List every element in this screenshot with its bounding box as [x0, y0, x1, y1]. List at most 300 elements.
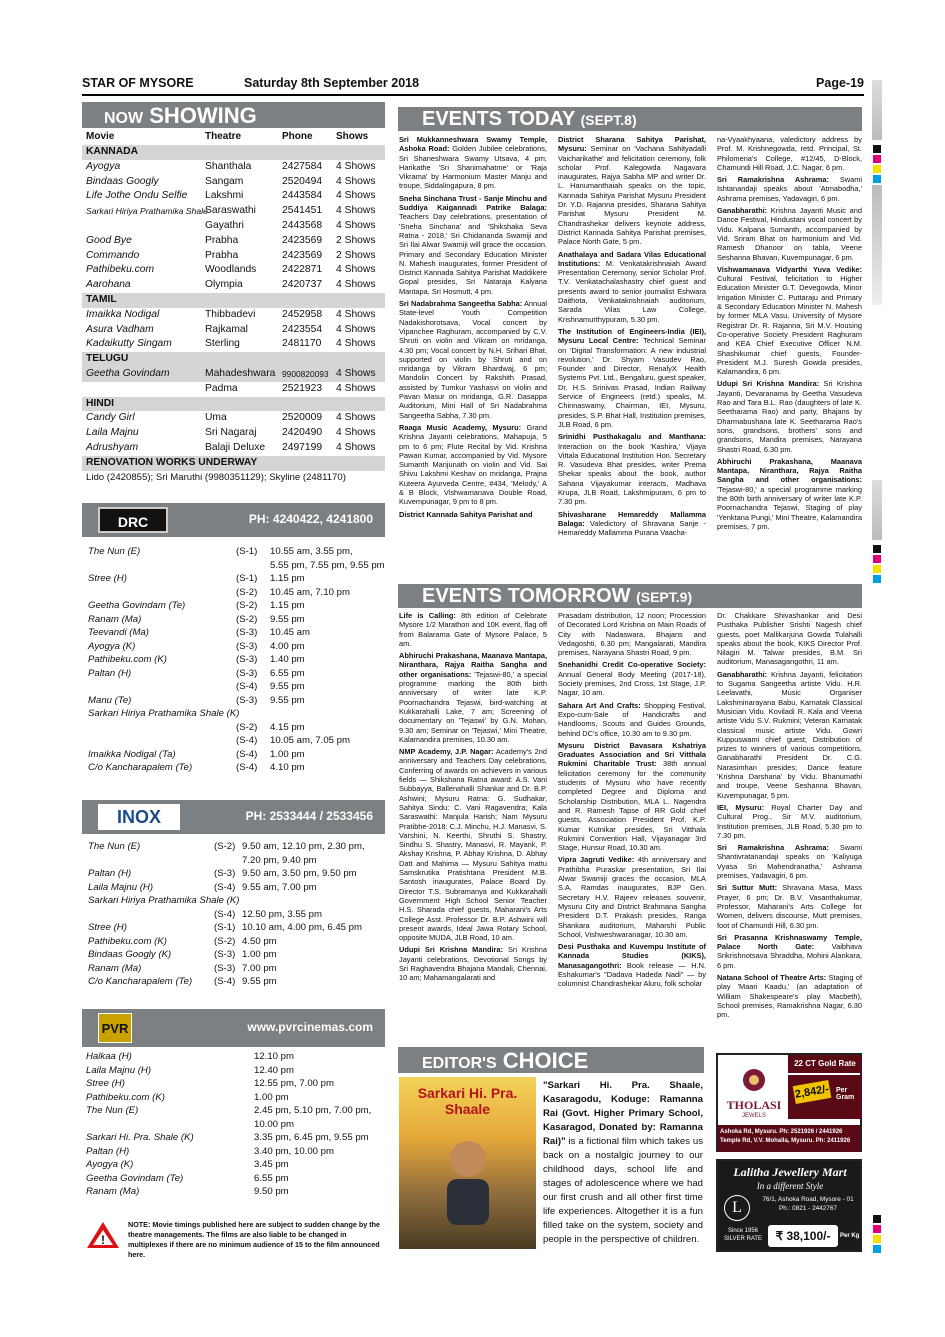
shows-cell: 4 Shows	[336, 160, 376, 172]
event-organiser: Sahara Art And Crafts:	[558, 700, 641, 710]
theatre-cell: Rajkamal	[205, 323, 248, 335]
shows-cell: 4 Shows	[336, 308, 376, 320]
lalitha-name: Lalitha Jewellery Mart	[733, 1165, 847, 1179]
table-row	[82, 411, 385, 426]
event-item	[558, 660, 706, 697]
event-item	[717, 803, 862, 840]
registration-strip-top	[872, 80, 882, 140]
event-details: Sri Krishna Jayanti celebrations, Devotional Songs by Sri Raghavendra Bhajana Mandali, Chennai, 10 am; Mahamangalarati and	[399, 945, 547, 983]
movie-cell: Adrushyam	[86, 441, 139, 453]
show-times: 7.00 pm	[242, 962, 277, 974]
event-item	[717, 973, 862, 1019]
event-details: Sri Krishna Jayanti, Devaranama by Geetha Vasudeva Rao and Tara B.L. Rao (daughters of late K. Seetharama Rao) and party, Bhajans by Dharmabushana late K. Seetharama Rao's sons, grandsons, brothers' sons and grandsons, Mandira premises, Narayana Shastri Road, 6.30 pm.	[717, 379, 862, 454]
poster-title: Sarkari Hi. Pra. Shaale	[417, 1085, 518, 1117]
movie-title: Pathibeku.com (K)	[86, 1091, 165, 1103]
movie-title: Pathibeku.com (K)	[88, 935, 167, 947]
movie-cell: Bindaas Googly	[86, 175, 159, 187]
movie-title: Ayogya (K)	[88, 640, 136, 652]
language-section-label: KANNADA	[82, 145, 385, 160]
schedule-row	[82, 680, 385, 694]
events-today-title: EVENTS TODAY	[422, 108, 576, 130]
event-details: Shravana Masa, Mass Prayer, 6 pm; Dr. B.V. Vasanthakumar, Professor, Maharani's Arts College for Women, delivers discourse, Mutt premises, foot of Chamundi Hill, 6.30 pm.	[717, 883, 862, 930]
pvr-banner	[82, 1009, 385, 1047]
now-showing-big: SHOWING	[149, 103, 257, 128]
movie-title: The Nun (E)	[88, 546, 141, 557]
event-organiser: Abhiruchi Prakashana, Maanava Mantapa, Niranthara, Rajya Raitha Sangha and other organisations:	[717, 456, 862, 485]
show-times: 9.50 pm	[254, 1186, 289, 1197]
phone-cell: 2443584	[282, 190, 323, 202]
event-organiser: Udupi Sri Krishna Mandira:	[717, 379, 820, 389]
phone-cell: 2420737	[282, 279, 323, 291]
shows-cell: 4 Shows	[336, 323, 376, 335]
show-times: 1.15 pm	[270, 573, 305, 584]
show-times: 4.15 pm	[270, 721, 305, 733]
registration-mark-magenta-2	[873, 555, 881, 563]
theatre-cell: Mahadeshwara	[205, 367, 276, 379]
events-today-column-1	[399, 135, 547, 573]
event-item	[717, 379, 862, 453]
screen-number: (S-1)	[214, 922, 236, 933]
shows-cell: 4 Shows	[336, 412, 376, 424]
language-section-label: HINDI	[82, 397, 385, 412]
table-row	[82, 337, 385, 352]
event-details: Krishna Jayanti Music and Dance Festival, Hindustani vocal concert by Vidu. Kalpana Sumanth, accompanied by Vid. Sriram Bhat on harmonium and Vid. Ramesh Dhanoor on tabla, Veene Seshanna Bhavan, Kuvempunagar, 6 pm.	[717, 206, 862, 262]
movie-cell: Commando	[86, 249, 140, 261]
events-today-banner	[398, 107, 862, 131]
registration-mark-yellow-3	[873, 1235, 881, 1243]
screen-number: (S-1)	[236, 573, 258, 584]
events-tomorrow-banner	[398, 584, 862, 608]
show-times: 12.10 pm	[254, 1051, 295, 1062]
lalitha-tagline: In a different Style	[756, 1181, 824, 1191]
event-details: Annual General Body Meeting (2017-18), Society premises, 2nd Cross, 1st Stage, J.P. Nagar, 10 am.	[558, 669, 706, 698]
tholasi-sub: JEWELS	[741, 1113, 766, 1119]
col-phone: Phone	[282, 131, 313, 142]
silver-rate-label: SILVER RATE	[723, 1236, 763, 1242]
show-times: 5.55 pm, 7.55 pm, 9.55 pm	[270, 559, 385, 571]
event-item	[717, 175, 862, 203]
note-text: NOTE: Movie timings published here are subject to sudden change by the theatre managements. The films are also liable to be changed in multiplexes if there are no minimum audience of 15 to the film announced here.	[128, 1220, 381, 1259]
screen-number: (S-2)	[236, 721, 258, 733]
schedule-row	[82, 867, 385, 881]
shows-cell: 4 Shows	[336, 367, 376, 379]
movie-title: Sarkari Hiriya Prathamika Shale (K)	[88, 895, 240, 906]
movie-title: Pathibeku.com (K)	[88, 654, 167, 665]
event-details: Golden Jubilee celebrations, Sri Shaneshwara Swamy Utsava, 4 pm; Harikathe 'Sri Shanimahatme' or 'Raja Vikrama' by Harmonium Master Manju and troupe, Siddalingapura, 8 pm.	[399, 144, 547, 191]
movie-cell: Sarkari Hiriya Prathamika Shale	[86, 206, 208, 217]
movie-title: The Nun (E)	[88, 841, 141, 852]
screen-number: (S-4)	[214, 976, 236, 987]
event-details: 38th annual felicitation ceremony for the community students of Mysuru who have recently completed Degree and Diploma and Scholarship Distribution, MLA L. Nagendra and R. Ramesh Tapse of RR Gold chief guests, Association President Prof. K.P. Kumar Kutnikar presides, Sri Vitthala Rukmini Convention Hall, Vijayanagar 3rd Stage, Hunsur Road, 10.30 am.	[558, 759, 706, 853]
movie-title: Paltan (H)	[88, 868, 132, 879]
inox-schedule	[82, 840, 385, 989]
phone-cell: 2423569	[282, 234, 323, 246]
screen-number: (S-3)	[236, 627, 258, 638]
renovation-label: RENOVATION WORKS UNDERWAY	[82, 456, 385, 471]
shows-cell: 4 Shows	[336, 279, 376, 291]
event-details: Annual State-level Youth Competition Nadakishorotsava, Vocal concert by Vipanchee Raghuram, accompanied by C.V. Shruti on violin and Vikram on mridanga, 4.30 pm; Vocal concert by N.H. Srihari Bhat, supported on violin by Shruti and on mridanga by Vikram Bhardwaj, 6 pm; Mandolin Concert by Rakshith Prasad, assisted by Tumkur Yashasvi on violin and Pavan Masur on mridanga, G.R. Dasappa Auditorium, Mini Hall of Sri Nadabrahma Sangeetha Sabha, 7.30 pm.	[399, 299, 547, 420]
show-times: 2.45 pm, 5.10 pm, 7.00 pm,	[254, 1105, 372, 1116]
movie-title: The Nun (E)	[86, 1105, 139, 1116]
schedule-row	[82, 948, 385, 962]
event-organiser: District Sharana Sahitya Parishat, Mysuru:	[558, 135, 706, 154]
screen-number: (S-2)	[236, 600, 258, 611]
event-item	[399, 945, 547, 982]
screen-number: (S-3)	[236, 694, 258, 706]
editors-choice-small: EDITOR'S	[422, 1055, 497, 1072]
phone-cell: 9900820093	[282, 368, 329, 379]
events-today-column-3	[717, 135, 862, 573]
event-details: 4th anniversary and Prathibha Puraskar presentation, Sri Ilai Alwar Swamiji graces the occasion, MLA S.A. Ramdas inaugurates, BJP Gen. Secretary H.V. Rajeev releases souvenir, Mysuru City and District Brahmana Sangha President D.T. Prakash presides, Ranga Shankara auditorium, Maharshi Public School, Vishweshwaranagar, 10.30 am.	[558, 855, 706, 939]
schedule-row	[82, 1158, 385, 1172]
event-organiser: Sri Ramakrishna Ashrama:	[717, 843, 829, 853]
schedule-row	[82, 894, 385, 908]
schedule-row	[82, 935, 385, 949]
registration-mark-black-2	[873, 545, 881, 553]
pvr-logo: PVR	[98, 1013, 132, 1043]
schedule-row	[82, 653, 385, 667]
schedule-row	[82, 840, 385, 854]
inox-logo	[98, 804, 180, 830]
inox-logo-text: INOX	[116, 807, 161, 827]
event-organiser: Sri Prasanna Krishnaswamy Temple, Palace North Gate:	[717, 932, 862, 952]
silver-price: ₹ 38,100/-	[768, 1225, 838, 1247]
event-details: Royal Charter Day and Cultural Prog., Sir M.V. auditorium, Institution premises, JLB Road, 5.30 pm to 7.30 pm.	[717, 802, 862, 840]
silver-unit: Per Kg	[840, 1233, 860, 1239]
show-times: 6.55 pm	[270, 667, 305, 679]
show-times: 9.55 pm	[242, 976, 277, 987]
schedule-row	[82, 748, 385, 762]
schedule-row	[82, 667, 385, 681]
since-text: Since 1956	[727, 1228, 759, 1234]
warning-icon	[86, 1221, 120, 1249]
peacock-icon	[736, 1067, 772, 1093]
tholasi-name: THOLASI	[726, 1098, 782, 1112]
registration-mark-yellow-2	[873, 565, 881, 573]
show-times: 10.45 am	[270, 627, 311, 638]
tholasi-advert	[716, 1053, 862, 1152]
schedule-row	[82, 734, 385, 748]
event-item	[399, 299, 547, 420]
schedule-row	[82, 761, 385, 775]
lalitha-advert	[716, 1159, 862, 1252]
inox-phone: PH: 2533444 / 2533456	[245, 809, 373, 823]
movie-title: Imaikka Nodigal (Ta)	[88, 748, 176, 760]
registration-mark-cyan-3	[873, 1245, 881, 1253]
event-details: Teachers Day celebrations, presentation of 'Sneha Sinchana' and 'Shikshaka Seva Ratna - 2018,' Sri Chidananda Swamiji and Sri Ilai Alwar Swamiji will grace the occasion. Primary and Secondary Education Minister N. Mahesh inaugurates, former President of District Kannada Sahitya Parishat Maddikere Gopal presides, Sri Nataraja Kalyana Mantapa, Sri Hosmutt, 4 pm.	[399, 212, 547, 296]
event-item	[717, 611, 862, 667]
table-row	[82, 426, 385, 441]
schedule-row	[82, 707, 385, 721]
schedule-row	[82, 1185, 385, 1199]
lalitha-phone: Ph.: 0821 - 2442767	[779, 1205, 837, 1212]
show-times: 1.00 pm	[270, 748, 305, 760]
event-item	[399, 510, 547, 519]
registration-mark-yellow	[873, 165, 881, 173]
table-row	[82, 382, 385, 397]
theatre-cell: Prabha	[205, 234, 239, 246]
timings-note	[82, 1218, 385, 1259]
event-details: Swami Ishtanandaji speaks about 'Atmabodha,' Ashrama premises, Yadavagiri, 6 pm.	[717, 175, 862, 203]
event-organiser: The Institution of Engineers-India (IEI), Mysuru Local Centre:	[558, 326, 706, 346]
event-details: Dr. Chakkare Shivashankar and Desi Pusthaka Publisher Srishti Nagesh chief guests, poet Mallikarjuna Gowda Tulahalli speaks about the book, KIKS Director Prof. Nilagiri M. Talwar presides, B.M. Sri auditorium, Manasagangothri, 11 am.	[717, 611, 862, 667]
theatre-cell: Padma	[205, 382, 238, 394]
show-times: 9.50 am, 3.50 pm, 9.50 pm	[242, 868, 357, 879]
event-details: Academy's 2nd anniversary and Teachers Day celebrations, Conferring of awards on achievers in various fields — Shikshana Ratna award: A.S. Vani Subbayya, Ballenahalli Shankar and Dr. B.P. Ashwini; Mysuru Ratna: G. Sudhakar, Sahitya Sindu: C. Vani Ragavendra; Kala Saraswathi: Manjula Harish; Nam Mysuru Pratibhe-2018: C.J. Minchu, H.J. Manasvi, S. Varshini, N. Keerthi, Shruthi S. Shastry, Sindhu S. Shastry, Manasvi, R. Mayank, P. Akshay Krishna, P. Abhay Krishna, D. Abhay Datt and Mahima — Mysuru Sahitya mattu Samskrutika Pratishtana President M.B. Santosh inaugurates, Palace Board Dy. Director T.S. Subramanya and Kukkarahalli Government High School Senior Teacher H.S. Sharada chief guests, Maharani's Arts College Asst. Professor Dr. B.P. Ashwini will present awards, Ideal Jawa Rotary School, opposite MUDA, JLB Road, 10 am.	[399, 747, 547, 943]
event-organiser: NMP Academy, J.P. Nagar:	[399, 747, 494, 757]
schedule-row	[82, 962, 385, 976]
event-organiser: Ganabharathi:	[717, 206, 768, 216]
registration-strip-lower	[872, 480, 882, 540]
movie-title: C/o Kancharapalem (Te)	[88, 976, 193, 987]
event-details: Shopping Festival, Expo-cum-Sale of Handicrafts and Handlooms, Scouts and Guides Grounds, behind DC's office, 10.30 am to 9.30 pm.	[558, 700, 706, 738]
movie-cell: Laila Majnu	[86, 427, 139, 439]
table-row	[82, 441, 385, 456]
show-times: 9.55 pm	[270, 694, 305, 706]
movie-title: Paltan (H)	[88, 667, 132, 679]
shows-cell: 2 Shows	[336, 234, 376, 246]
col-shows: Shows	[336, 131, 369, 142]
shows-cell: 4 Shows	[336, 264, 376, 276]
schedule-row	[82, 572, 385, 586]
schedule-row	[82, 626, 385, 640]
table-row	[82, 175, 385, 190]
movie-cell: Life Jothe Ondu Selfie	[86, 190, 188, 202]
renovation-text: Lido (2420855); Sri Maruthi (9980351129); Skyline (2481170)	[86, 471, 346, 483]
event-item	[717, 883, 862, 929]
show-times: 9.55 pm	[270, 681, 305, 692]
show-times: 1.00 pm	[254, 1091, 289, 1103]
gold-rate-label: 22 CT Gold Rate	[788, 1055, 862, 1073]
screen-number: (S-4)	[236, 762, 258, 773]
page-number: Page-19	[816, 76, 864, 90]
events-tomorrow-column-2	[558, 611, 706, 1036]
event-organiser: Sri Nadabrahma Sangeetha Sabha:	[399, 299, 523, 309]
theatre-cell: Saraswathi	[205, 205, 256, 217]
event-organiser: District Kannada Sahitya Parishat and	[399, 509, 533, 519]
event-organiser: Abhiruchi Prakashana, Maanava Mantapa, Niranthara, Rajya Raitha Sangha and other organisations:	[399, 651, 547, 679]
event-details: 'Tejaswi-80,' a special programme marking the 80th birth anniversary of writer late K.P. Poornachandra Tejaswi, bird-watching at Kukkarahalli Lake, 7 am; Screening of documentary on 'Tejaswi' by G.N. Mohan, 9.30 am; Seminar on 'Tejaswi,' Mini Theatre, Kalamandira premises, 10.30 am.	[399, 669, 547, 744]
movie-title: Paltan (H)	[86, 1145, 130, 1157]
movie-title: Manu (Te)	[88, 694, 132, 706]
event-organiser: Anathalaya and Sadara Vilas Educational Institutions:	[558, 249, 706, 268]
events-tomorrow-date: (SEPT.9)	[636, 589, 693, 605]
theatre-cell: Sangam	[205, 175, 244, 187]
event-organiser: Vishwamanava Vidyarthi Yuva Vedike:	[717, 264, 862, 274]
schedule-row	[82, 694, 385, 708]
event-organiser: Sri Suttur Mutt:	[717, 883, 778, 893]
event-item	[717, 265, 862, 377]
editors-choice-body: is a fictional film which takes us back on a nostalgic journey to our childhood days, school life and stages of adolescence where we had our first crush and all other first time life experiences. Altogether it is a fun filled take on the system, society and people in the perspective of children.	[543, 1136, 703, 1245]
theatre-cell: Uma	[205, 412, 227, 424]
movie-title: Bindaas Googly (K)	[88, 949, 172, 960]
table-row	[82, 160, 385, 175]
table-row	[82, 249, 385, 264]
show-times: 6.55 pm	[254, 1172, 289, 1184]
pvr-url[interactable]: www.pvrcinemas.com	[247, 1020, 373, 1034]
tholasi-addresses	[718, 1125, 860, 1152]
movie-title: Stree (H)	[88, 922, 127, 933]
event-organiser: Snehanidhi Credit Co-operative Society:	[558, 660, 706, 670]
registration-mark-cyan	[873, 175, 881, 183]
phone-cell: 2520494	[282, 175, 323, 187]
movie-title: Halkaa (H)	[86, 1051, 132, 1062]
event-item	[558, 510, 706, 538]
event-item	[399, 651, 547, 744]
schedule-row	[82, 921, 385, 935]
movie-title: Ranam (Ma)	[88, 962, 142, 974]
show-times: 1.40 pm	[270, 654, 305, 665]
movie-cell: Ayogya	[86, 160, 121, 172]
tholasi-address-1: Ashoka Rd, Mysuru. Ph: 2521926 / 2441926	[720, 1129, 843, 1135]
theatre-cell: Sterling	[205, 338, 240, 350]
show-times: 3.40 pm, 10.00 pm	[254, 1145, 334, 1157]
theatre-cell: Prabha	[205, 249, 239, 261]
schedule-row	[82, 881, 385, 895]
show-times: 3.45 pm	[254, 1159, 289, 1170]
movie-title: Teevandi (Ma)	[88, 627, 149, 638]
event-organiser: Srinidhi Pusthakagalu and Manthana:	[558, 432, 706, 442]
schedule-row	[82, 599, 385, 613]
table-row	[82, 308, 385, 323]
theatre-cell: Woodlands	[205, 264, 257, 276]
theatre-cell: Gayathri	[205, 219, 244, 231]
phone-cell: 2481170	[282, 338, 322, 350]
editors-choice-heading: "Sarkari Hi. Pra. Shaale, Kasaragodu, Koduge: Ramanna Rai (Govt. Higher Primary School, Kasaragod, Donated by: Ramanna Rai)"	[543, 1080, 703, 1147]
show-times: 10.45 am, 7.10 pm	[270, 586, 350, 598]
event-organiser: Vipra Jagruti Vedike:	[558, 855, 635, 865]
screen-number: (S-3)	[236, 654, 258, 665]
event-item	[399, 611, 547, 648]
event-item	[717, 206, 862, 262]
shows-cell: 4 Shows	[336, 205, 376, 217]
event-details: 'Tejaswi-80,' a special programme marking the 80th birth anniversary of writer late K.P. Poornachandra Tejaswi, Staging of play 'Yenktana Pungi,' Mini Theatre, Kalamandira premises, 7 pm.	[717, 484, 862, 531]
language-section-label: TAMIL	[82, 293, 385, 308]
event-details: Krishna Jayanti, felicitation to Sugama Sangeetha artiste Vidu. H.R. Leelavathi, Music Organiser Lakshminarayana Babu, Karnatak Classical Musician Vidu. Koviladi R. Kala and Veena artiste Vidu S.V. Rukmini; Veteran Karnatak classical music artiste Vidu. Gowri Kuppuswami chief guest; Distribution of prizes to winners of various competitions, Ganabharathi President Dr. C.G. Narasimhan presides; Dance feature 'Krishna Darshana' by Vidu. Bhanumathi and troupe, Veene Seshanna Bhavan, Kuvempunagar, 5 pm.	[717, 669, 862, 800]
schedule-row	[82, 545, 385, 559]
movie-title: Geetha Govindam (Te)	[86, 1172, 184, 1184]
show-times: 9.55 am, 7.00 pm	[242, 881, 317, 893]
tholasi-address-2: Temple Rd, V.V. Mohalla, Mysuru. Ph: 2411926	[720, 1138, 851, 1144]
event-details: Interaction on the book 'Kashira,' Vijaya Vittala Educational Institution Hon. Secretary R. Vasudeva Bhat presides, writer Prema Shekar speaks about the book, author Sahana Vijayakumar interacts, Madhava Krupa, JLB Road, Lakshmipuram, 6 pm to 7.30 pm.	[558, 441, 706, 507]
table-row	[82, 263, 385, 278]
movie-cell: Kadaikutty Singam	[86, 338, 172, 350]
show-times: 12.55 pm, 7.00 pm	[254, 1078, 334, 1089]
table-row	[82, 219, 385, 234]
editors-choice-big: CHOICE	[502, 1048, 589, 1073]
show-times: 4.50 pm	[242, 935, 277, 947]
phone-cell: 2497199	[282, 441, 323, 453]
lalitha-since	[722, 1227, 764, 1243]
lalitha-contact	[756, 1195, 860, 1213]
events-today-column-2	[558, 135, 706, 573]
event-item	[558, 250, 706, 324]
theatre-cell: Shanthala	[205, 160, 252, 172]
phone-cell: 2452958	[282, 308, 323, 320]
event-details: Prasadam distribution, 12 noon; Procession of Decorated Lord Krishna on Main Roads of City with Nadaswara, Bhajans and Vedagoshti, 6.30 pm; Mangalarati, Mandira premises, Narayana Shastri Road, 9 pm.	[558, 611, 706, 658]
event-details: 8th edition of Celebrate Mysore 1/2 Marathon and 10K event, flag off from Balarama Gate of Mysore Palace, 5 am.	[399, 611, 547, 648]
movie-title: Ranam (Ma)	[88, 613, 142, 625]
lalitha-address: 76/1, Ashoka Road, Mysore - 01	[762, 1196, 854, 1203]
schedule-row	[82, 559, 385, 573]
schedule-row	[82, 1145, 385, 1159]
show-times: 10.10 am, 4.00 pm, 6.45 pm	[242, 922, 362, 933]
schedule-row	[82, 1172, 385, 1186]
table-row	[82, 367, 385, 382]
event-organiser: Udupi Sri Krishna Mandira:	[399, 945, 503, 955]
table-row	[82, 323, 385, 338]
event-item	[717, 933, 862, 970]
screen-number: (S-1)	[236, 546, 258, 557]
schedule-row	[82, 640, 385, 654]
show-times: 12.50 pm, 3.55 pm	[242, 908, 322, 920]
events-tomorrow-column-3	[717, 611, 862, 1036]
phone-cell: 2427584	[282, 160, 323, 172]
event-organiser: Natana School of Theatre Arts:	[717, 972, 827, 982]
event-details: Cultural Festival, felicitation to Higher Education Minister G.T. Devegowda, Minor Irrigation Minister C. Puttaraju and Primary & Secondary Education Minister N. Mahesh by former MLA Vasu, University of Mysore Registrar Dr. R. Rajanna, Sri M.V. Housing Co-operative Society President Raghuram and KEA Chief Executive Officer N.M. Shashikumar chief guests, Founder-President M.J. Suresh Gowda presides, Kalamandira, 6 pm.	[717, 274, 862, 377]
shows-cell: 4 Shows	[336, 175, 376, 187]
screen-number: (S-3)	[236, 667, 258, 679]
movie-title: Ayogya (K)	[86, 1159, 134, 1170]
schedule-row	[82, 975, 385, 989]
header-rule	[82, 94, 864, 96]
phone-cell: 2521923	[282, 382, 323, 394]
movie-cell: Asura Vadham	[86, 323, 154, 335]
screen-number: (S-2)	[214, 841, 236, 852]
event-details: Vaibhava Srikrishnotsava Shraddha, Mohini Alankara, 6 pm.	[717, 942, 862, 970]
theatre-cell: Lakshmi	[205, 190, 244, 202]
event-item	[558, 942, 706, 988]
movie-poster	[399, 1077, 536, 1249]
event-organiser: Mysuru District Bavasara Kshatriya Graduates Association and Sri Vitthala Rukmini Charitable Trust:	[558, 740, 706, 769]
registration-mark-magenta	[873, 155, 881, 163]
screen-number: (S-3)	[214, 962, 236, 974]
movie-cell: Good Bye	[86, 234, 132, 246]
events-today-date: (SEPT.8)	[580, 112, 637, 128]
phone-cell: 2422871	[282, 264, 323, 276]
event-details: Book release — H.N. Eshakumar's "Dadava Hadeda Nadi" — by columnist Chandrashekar Aluru, folk scholar	[558, 960, 706, 989]
col-theatre: Theatre	[205, 131, 242, 142]
event-organiser: Life is Calling:	[399, 611, 456, 620]
now-showing-columns	[82, 131, 385, 145]
phone-cell: 2443568	[282, 219, 323, 231]
now-showing-banner	[82, 102, 385, 128]
shows-cell: 4 Shows	[336, 338, 376, 350]
issue-date: Saturday 8th September 2018	[244, 76, 420, 90]
event-item	[558, 327, 706, 429]
event-details: Swami Shantivratanandaji speaks on 'Kaliyuga Vyasa Sri Mahendranatha,' Ashrama premises, Yadavagiri, 6 pm.	[717, 843, 862, 881]
movie-title: Ranam (Ma)	[86, 1186, 140, 1197]
event-item	[558, 611, 706, 657]
movie-title: C/o Kancharapalem (Te)	[88, 762, 193, 773]
show-times: 9.50 am, 12.10 pm, 2.30 pm,	[242, 841, 365, 852]
event-item	[558, 135, 706, 247]
pvr-schedule	[82, 1050, 385, 1199]
schedule-row	[82, 1091, 385, 1105]
events-tomorrow-title: EVENTS TOMORROW	[422, 585, 631, 607]
shows-cell: 4 Shows	[336, 219, 376, 231]
event-item	[399, 194, 547, 296]
event-item	[717, 843, 862, 880]
editors-choice-text	[543, 1079, 703, 1247]
registration-mark-black	[873, 145, 881, 153]
show-times: 10.00 pm	[254, 1118, 295, 1130]
screen-number: (S-2)	[236, 586, 258, 598]
events-tomorrow-column-1	[399, 611, 547, 1036]
schedule-row	[82, 1077, 385, 1091]
table-row	[82, 278, 385, 293]
theatre-cell: Sri Nagaraj	[205, 427, 257, 439]
